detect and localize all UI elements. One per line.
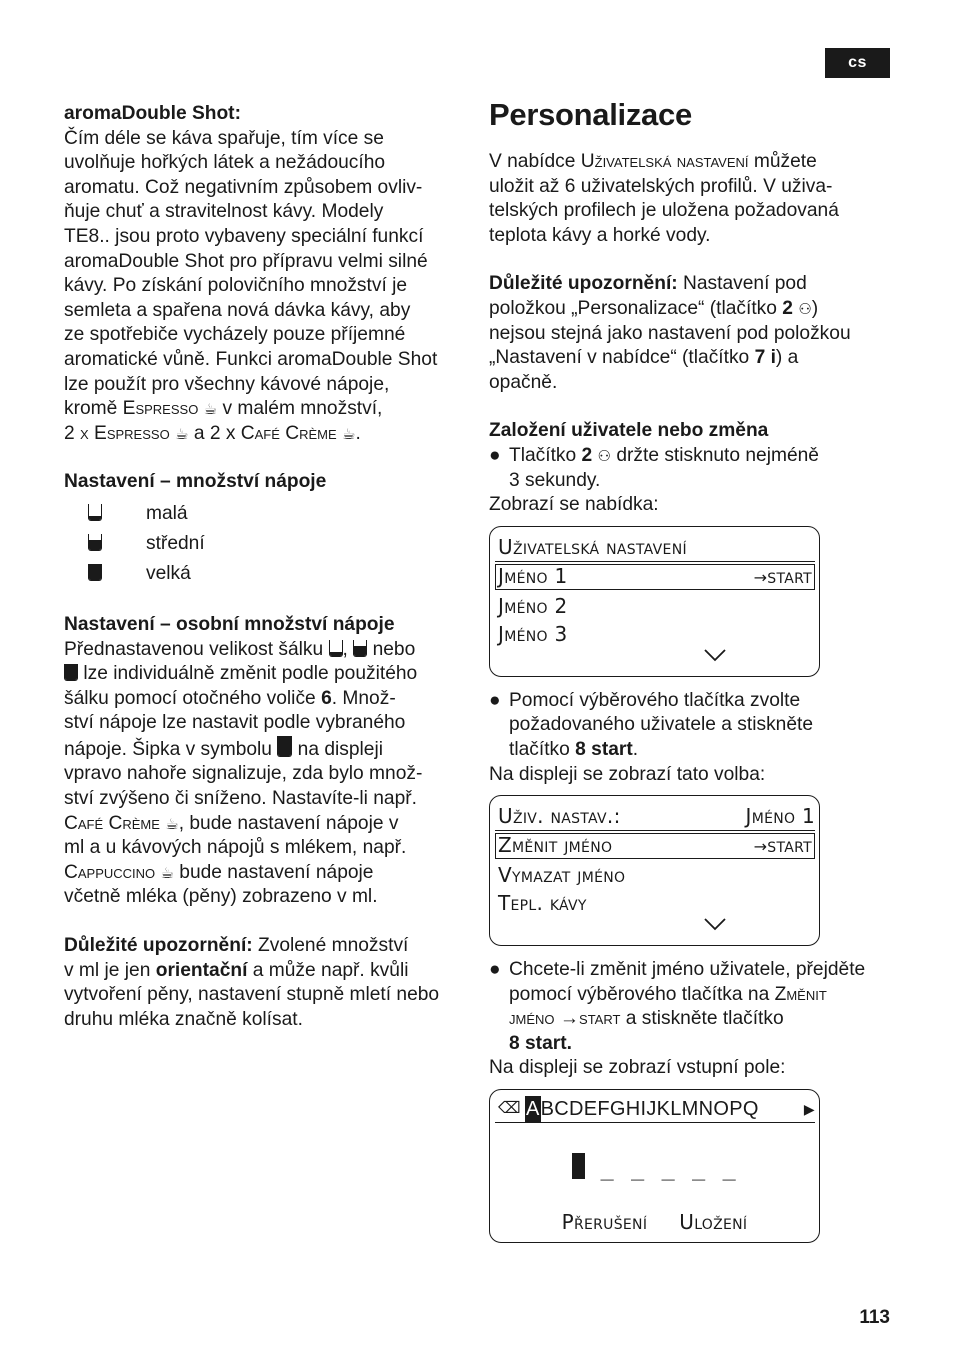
text: položkou „Personalizace“ (tlačítko	[489, 297, 777, 319]
note-line	[64, 959, 469, 984]
create-title: Založení uživatele nebo změna	[489, 420, 769, 442]
display-header-label: Uživ. nastav.:	[498, 804, 621, 829]
button-number: 2	[581, 444, 593, 466]
aroma-line: semleta a spařena nová dávka kávy, aby	[64, 299, 411, 321]
cancel-option: Přerušení	[561, 1210, 648, 1235]
persons-icon: ⚇	[798, 300, 812, 318]
cup-large-icon	[88, 564, 102, 581]
text: V nabídce	[489, 151, 576, 172]
text: Zvolené množství	[258, 935, 409, 957]
action-label: start	[767, 563, 812, 588]
coffee-cup-icon: ☕	[165, 815, 179, 833]
display-actions	[490, 1208, 819, 1236]
aroma-line: uvolňuje hořkých látek a nežádoucího	[64, 152, 386, 174]
page-title: Personalizace	[489, 97, 692, 132]
arrow-right-icon: →	[753, 837, 768, 857]
intro-line	[489, 150, 899, 175]
text: ,	[342, 638, 348, 660]
alphabet-letters: BCDEFGHIJKLMNOPQ	[540, 1098, 759, 1121]
bullet-line: Chcete-li změnit jméno uživatele, přejděte	[509, 959, 866, 981]
text: Nastavení pod	[683, 273, 807, 295]
save-option: Uložení	[679, 1210, 748, 1235]
cup-arrow-icon	[277, 736, 292, 757]
size-list	[88, 499, 469, 589]
display-row: Vymazat jméno	[498, 863, 626, 888]
entry-placeholder: _ _ _ _ _	[600, 1156, 738, 1182]
display-row-action	[754, 834, 812, 858]
display-row: Jméno 3	[498, 621, 568, 646]
note-label: Důležité upozornění:	[64, 935, 253, 957]
personal-line: včetně mléka (pěny) zobrazeno v ml.	[64, 886, 378, 908]
bullet-item	[489, 958, 899, 1056]
button-number: 7 i	[754, 347, 776, 369]
text-emphasis: orientační	[155, 959, 248, 981]
text: lze individuálně změnit podle použitého	[83, 663, 418, 685]
selected-letter: A	[525, 1098, 540, 1121]
shown-text: Na displeji se zobrazí tato volba:	[489, 763, 766, 785]
bullet-icon: ●	[489, 689, 501, 711]
display-row-action	[754, 565, 812, 589]
button-number: 8 start	[575, 738, 633, 760]
menu-term: start	[579, 1008, 621, 1030]
text: můžete	[753, 151, 817, 172]
name-entry-field	[495, 1153, 815, 1183]
shown-text: Zobrazí se nabídka:	[489, 494, 659, 516]
text: „Nastavení v nabídce“ (tlačítko	[489, 347, 750, 369]
text-cursor	[572, 1153, 585, 1179]
size-item	[88, 529, 469, 559]
important-line	[489, 297, 899, 322]
note-line: druhu mléka značně kolísat.	[64, 1008, 303, 1030]
size-title: Nastavení – množství nápoje	[64, 471, 327, 493]
cappuccino-cup-icon: ☕	[160, 864, 174, 882]
backspace-icon: ⌫	[498, 1100, 521, 1118]
text: v ml je jen	[64, 959, 151, 981]
button-number: 2	[782, 297, 793, 319]
display-row: Tepl. kávy	[498, 891, 587, 916]
cup-medium-icon	[353, 640, 367, 657]
aroma-line: aromaDouble Shot pro přípravu velmi silné	[64, 250, 428, 272]
bullet-line	[509, 1007, 865, 1032]
text: a stiskněte tlačítko	[625, 1008, 784, 1030]
text: .	[355, 422, 361, 444]
intro-line: teplota kávy a horké vody.	[489, 224, 711, 246]
menu-term: Změnit	[774, 983, 827, 1005]
display-row-label: Změnit jméno	[498, 833, 613, 858]
alphabet-bar	[495, 1096, 815, 1123]
display-row-label: Jméno 1	[498, 563, 568, 588]
text: a může např. kvůli	[252, 959, 409, 981]
aroma-line: aromatické vůně. Funkci aromaDouble Shot	[64, 348, 438, 370]
display-user-options	[489, 795, 820, 946]
cup-medium-icon	[88, 534, 102, 551]
important-line	[489, 272, 899, 297]
espresso-cup-icon: ☕	[175, 425, 189, 443]
menu-term: Uživatelská nastavení	[580, 151, 749, 172]
bullet-line	[509, 983, 865, 1008]
chevron-down-icon	[495, 917, 815, 939]
text: nápoje. Šipka v symbolu	[64, 738, 272, 760]
action-label: start	[767, 833, 812, 858]
personal-line	[64, 687, 469, 712]
cup-large-icon	[64, 664, 78, 681]
display-header: Uživatelská nastavení	[495, 533, 815, 562]
menu-term: jméno	[509, 1008, 555, 1030]
text: Tlačítko	[509, 444, 577, 466]
important-line	[489, 346, 899, 371]
text: šálku pomocí otočného voliče	[64, 687, 316, 709]
espresso-cup-icon: ☕	[203, 401, 218, 419]
aroma-line: ňuje chuť a stravitelnost kávy. Modely	[64, 201, 384, 223]
size-item	[88, 499, 469, 529]
bullet-line: požadovaného uživatele a stiskněte	[509, 714, 814, 736]
display-name-input	[489, 1089, 820, 1243]
cafe-creme-term: Café Crème	[64, 812, 160, 834]
bullet-line: 8 start.	[509, 1032, 572, 1054]
size-item	[88, 559, 469, 589]
bullet-icon: ●	[489, 959, 501, 981]
cup-small-icon	[329, 640, 343, 657]
triangle-right-icon: ▶	[803, 1101, 815, 1118]
cappuccino-term: Cappuccino	[64, 861, 156, 883]
personal-line: ství zvýšeno či sníženo. Nastavíte-li např.	[64, 788, 417, 810]
intro-line: telských profilech je uložena požadovaná	[489, 200, 839, 222]
display-user-settings	[489, 526, 820, 677]
important-line: opačně.	[489, 371, 558, 393]
text: pomocí výběrového tlačítka na	[509, 983, 770, 1005]
display-selected-row	[495, 564, 815, 590]
espresso-term: Espresso	[94, 422, 170, 444]
display-header	[495, 802, 815, 831]
coffee-cup-icon: ☕	[342, 425, 356, 443]
bullet-icon: ●	[489, 444, 501, 466]
chevron-down-icon	[495, 648, 815, 670]
bullet-line: 3 sekundy.	[509, 469, 601, 491]
text: .	[632, 738, 639, 760]
shown-text: Na displeji se zobrazí vstupní pole:	[489, 1057, 786, 1079]
dial-number: 6	[321, 687, 332, 709]
text: na displeji	[297, 738, 384, 760]
language-tab: cs	[825, 48, 890, 78]
text: bude nastavení nápoje	[179, 861, 374, 883]
text: držte stisknuto nejméně	[616, 444, 819, 466]
page-number: 113	[859, 1307, 890, 1328]
text: . Množ-	[331, 687, 396, 709]
bullet-line	[509, 738, 813, 763]
bullet-item	[489, 444, 899, 493]
intro-line: uložit až 6 uživatelských profilů. V uživa-	[489, 175, 833, 197]
size-label: malá	[146, 502, 188, 524]
personal-title: Nastavení – osobní množství nápoje	[64, 613, 395, 635]
note-line: vytvoření pěny, nastavení stupně mletí nebo	[64, 984, 440, 1006]
text: )	[811, 297, 819, 319]
arrow-right-icon: →	[559, 1008, 580, 1030]
left-column	[64, 102, 469, 1032]
personal-line	[64, 861, 469, 886]
personal-line: ství nápoje lze nastavit podle vybraného	[64, 712, 406, 734]
text: kromě	[64, 398, 118, 420]
text: nebo	[372, 638, 416, 660]
cafe-creme-term: Café Crème	[240, 422, 337, 444]
espresso-term: Espresso	[122, 398, 199, 420]
bullet-item	[489, 689, 899, 763]
text: tlačítko	[509, 738, 570, 760]
text: 2 x	[64, 422, 89, 444]
text: , bude nastavení nápoje v	[178, 812, 399, 834]
display-row: Jméno 2	[498, 593, 568, 618]
aroma-line: lze použít pro všechny kávové nápoje,	[64, 373, 390, 395]
personal-line	[64, 662, 469, 687]
text: Přednastavenou velikost šálku	[64, 638, 324, 660]
aroma-line	[64, 397, 469, 422]
aroma-line: aromatu. Což negativním způsobem ovliv-	[64, 176, 423, 198]
bullet-line: Pomocí výběrového tlačítka zvolte	[509, 689, 801, 711]
aroma-line: Čím déle se káva spařuje, tím více se	[64, 127, 384, 149]
right-column	[489, 96, 899, 1255]
personal-line	[64, 736, 469, 763]
bullet-line	[509, 444, 819, 469]
aroma-line: kávy. Po získání polovičního množství je	[64, 275, 408, 297]
size-label: střední	[146, 532, 205, 554]
cup-small-icon	[88, 504, 102, 521]
aroma-line	[64, 422, 469, 447]
note-line	[64, 934, 469, 959]
text: ) a	[775, 347, 799, 369]
aroma-line: ze spotřebiče vycházely pouze příjemné	[64, 324, 406, 346]
personal-line: vpravo nahoře signalizuje, zda bylo množ-	[64, 763, 423, 785]
personal-line	[64, 812, 469, 837]
display-header-value: Jméno 1	[745, 804, 815, 829]
personal-line	[64, 638, 469, 663]
arrow-right-icon: →	[753, 567, 768, 587]
size-label: velká	[146, 562, 191, 584]
persons-icon: ⚇	[597, 447, 611, 465]
text: v malém množství,	[222, 398, 383, 420]
aroma-title: aromaDouble Shot:	[64, 103, 241, 124]
note-label: Důležité upozornění:	[489, 273, 678, 295]
important-line: nejsou stejná jako nastavení pod položkou	[489, 322, 851, 344]
personal-line: ml a u kávových nápojů s mlékem, např.	[64, 837, 407, 859]
display-selected-row	[495, 833, 815, 859]
text: a 2 x	[193, 422, 236, 444]
aroma-line: TE8.. jsou proto vybaveny speciální funkcí	[64, 225, 424, 247]
